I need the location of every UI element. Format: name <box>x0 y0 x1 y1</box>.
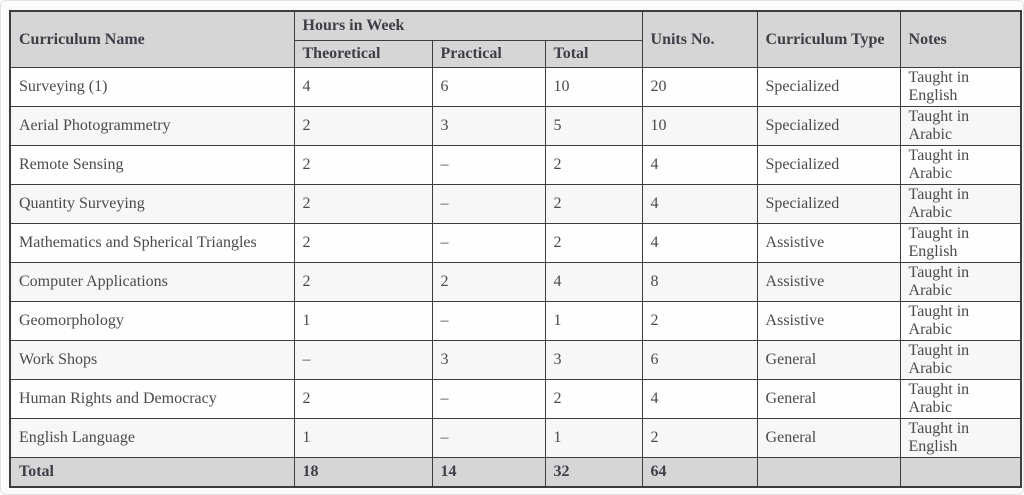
table-row <box>10 185 1021 224</box>
curriculum-name-cell: Remote Sensing <box>10 146 294 185</box>
header-notes: Notes <box>900 11 1021 68</box>
notes-cell: Taught in Arabic <box>900 146 1021 185</box>
practical-cell: 6 <box>432 68 545 107</box>
curriculum-name-cell: Geomorphology <box>10 302 294 341</box>
type-cell: General <box>757 419 900 458</box>
practical-cell: 3 <box>432 341 545 380</box>
header-hours-in-week: Hours in Week <box>294 11 642 41</box>
practical-cell: 2 <box>432 263 545 302</box>
units-cell: 4 <box>642 380 757 419</box>
practical-cell: – <box>432 224 545 263</box>
total-row <box>10 458 1021 488</box>
total-type-empty <box>757 458 900 488</box>
total-cell: 10 <box>545 68 642 107</box>
total-practical: 14 <box>432 458 545 488</box>
header-curriculum-type: Curriculum Type <box>757 11 900 68</box>
curriculum-name-cell: Computer Applications <box>10 263 294 302</box>
theoretical-cell: 2 <box>294 185 432 224</box>
theoretical-cell: 2 <box>294 107 432 146</box>
type-cell: General <box>757 380 900 419</box>
header-theoretical: Theoretical <box>294 41 432 68</box>
total-units: 64 <box>642 458 757 488</box>
table-footer <box>10 458 1021 488</box>
header-row-group <box>10 11 1021 41</box>
total-cell: 2 <box>545 185 642 224</box>
notes-cell: Taught in Arabic <box>900 380 1021 419</box>
table-row <box>10 263 1021 302</box>
total-cell: 4 <box>545 263 642 302</box>
table-row <box>10 302 1021 341</box>
units-cell: 4 <box>642 146 757 185</box>
practical-cell: – <box>432 302 545 341</box>
curriculum-name-cell: Aerial Photogrammetry <box>10 107 294 146</box>
total-cell: 3 <box>545 341 642 380</box>
practical-cell: – <box>432 419 545 458</box>
type-cell: Assistive <box>757 263 900 302</box>
theoretical-cell: 2 <box>294 263 432 302</box>
type-cell: General <box>757 341 900 380</box>
table-row <box>10 419 1021 458</box>
table-body <box>10 68 1021 458</box>
total-cell: 5 <box>545 107 642 146</box>
theoretical-cell: 2 <box>294 146 432 185</box>
curriculum-name-cell: English Language <box>10 419 294 458</box>
total-label: Total <box>10 458 294 488</box>
practical-cell: – <box>432 185 545 224</box>
header-total: Total <box>545 41 642 68</box>
notes-cell: Taught in Arabic <box>900 341 1021 380</box>
table-row <box>10 380 1021 419</box>
type-cell: Specialized <box>757 146 900 185</box>
notes-cell: Taught in Arabic <box>900 263 1021 302</box>
theoretical-cell: 1 <box>294 419 432 458</box>
theoretical-cell: 2 <box>294 224 432 263</box>
curriculum-name-cell: Surveying (1) <box>10 68 294 107</box>
practical-cell: – <box>432 146 545 185</box>
total-theoretical: 18 <box>294 458 432 488</box>
header-practical: Practical <box>432 41 545 68</box>
type-cell: Specialized <box>757 68 900 107</box>
curriculum-name-cell: Human Rights and Democracy <box>10 380 294 419</box>
total-total: 32 <box>545 458 642 488</box>
theoretical-cell: 4 <box>294 68 432 107</box>
practical-cell: – <box>432 380 545 419</box>
total-cell: 2 <box>545 224 642 263</box>
theoretical-cell: 1 <box>294 302 432 341</box>
units-cell: 2 <box>642 419 757 458</box>
notes-cell: Taught in Arabic <box>900 185 1021 224</box>
table-row <box>10 107 1021 146</box>
type-cell: Specialized <box>757 185 900 224</box>
units-cell: 8 <box>642 263 757 302</box>
units-cell: 4 <box>642 224 757 263</box>
curriculum-name-cell: Quantity Surveying <box>10 185 294 224</box>
type-cell: Specialized <box>757 107 900 146</box>
notes-cell: Taught in English <box>900 224 1021 263</box>
total-notes-empty <box>900 458 1021 488</box>
table-row <box>10 341 1021 380</box>
units-cell: 10 <box>642 107 757 146</box>
type-cell: Assistive <box>757 302 900 341</box>
header-units-no: Units No. <box>642 11 757 68</box>
practical-cell: 3 <box>432 107 545 146</box>
notes-cell: Taught in Arabic <box>900 302 1021 341</box>
type-cell: Assistive <box>757 224 900 263</box>
units-cell: 4 <box>642 185 757 224</box>
units-cell: 20 <box>642 68 757 107</box>
total-cell: 2 <box>545 146 642 185</box>
curriculum-name-cell: Work Shops <box>10 341 294 380</box>
theoretical-cell: 2 <box>294 380 432 419</box>
table-row <box>10 68 1021 107</box>
notes-cell: Taught in Arabic <box>900 107 1021 146</box>
total-cell: 1 <box>545 302 642 341</box>
table-row <box>10 146 1021 185</box>
total-cell: 1 <box>545 419 642 458</box>
curriculum-name-cell: Mathematics and Spherical Triangles <box>10 224 294 263</box>
notes-cell: Taught in English <box>900 68 1021 107</box>
units-cell: 2 <box>642 302 757 341</box>
curriculum-table <box>9 10 1022 488</box>
table-header <box>10 11 1021 68</box>
notes-cell: Taught in English <box>900 419 1021 458</box>
units-cell: 6 <box>642 341 757 380</box>
table-row <box>10 224 1021 263</box>
total-cell: 2 <box>545 380 642 419</box>
header-curriculum-name: Curriculum Name <box>10 11 294 68</box>
theoretical-cell: – <box>294 341 432 380</box>
